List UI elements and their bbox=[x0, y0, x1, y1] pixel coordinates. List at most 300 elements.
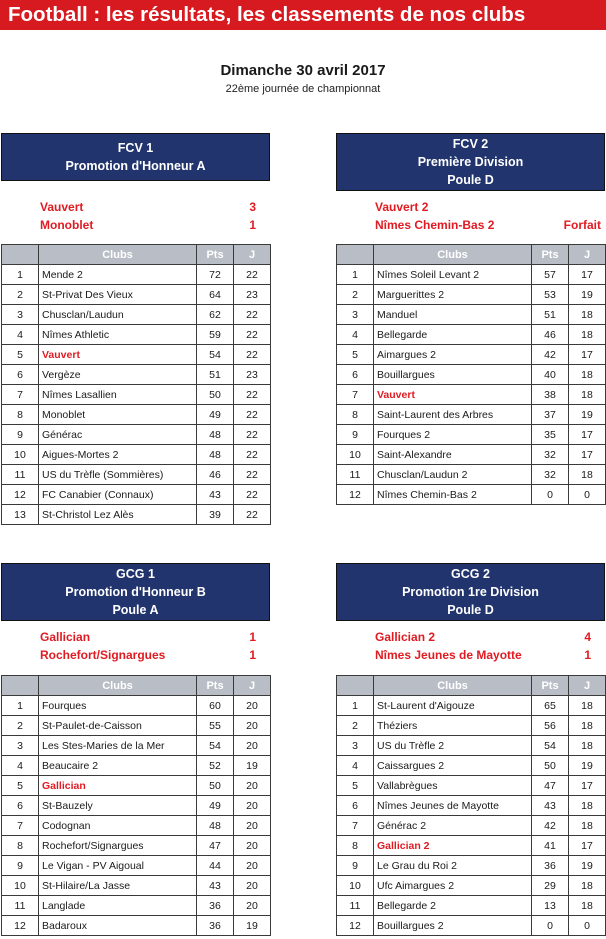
cell-pts: 13 bbox=[532, 896, 569, 916]
cell-rank: 3 bbox=[337, 736, 374, 756]
result-row bbox=[1, 647, 270, 664]
standings-table bbox=[336, 675, 606, 936]
cell-club: Vergèze bbox=[39, 365, 197, 385]
competition-title-line: Première Division bbox=[417, 155, 524, 169]
cell-j: 17 bbox=[569, 836, 606, 856]
cell-club: Bellegarde 2 bbox=[374, 896, 532, 916]
cell-rank: 8 bbox=[2, 836, 39, 856]
table-row bbox=[2, 305, 271, 325]
standings-header-row bbox=[2, 245, 271, 265]
cell-pts: 47 bbox=[532, 776, 569, 796]
table-row bbox=[337, 445, 606, 465]
cell-club: Bouillargues bbox=[374, 365, 532, 385]
column-header-pts: Pts bbox=[197, 676, 234, 696]
cell-j: 17 bbox=[569, 425, 606, 445]
cell-pts: 55 bbox=[197, 716, 234, 736]
cell-club: Aigues-Mortes 2 bbox=[39, 445, 197, 465]
competition-title-line: Promotion d'Honneur B bbox=[65, 585, 206, 599]
cell-j: 20 bbox=[234, 796, 271, 816]
column-header-rank bbox=[2, 245, 39, 265]
cell-rank: 4 bbox=[2, 325, 39, 345]
cell-pts: 56 bbox=[532, 716, 569, 736]
table-row bbox=[2, 325, 271, 345]
result-row bbox=[1, 629, 270, 646]
table-row bbox=[337, 405, 606, 425]
standings-header-row bbox=[337, 676, 606, 696]
cell-club: St-Bauzely bbox=[39, 796, 197, 816]
cell-j: 20 bbox=[234, 736, 271, 756]
cell-pts: 49 bbox=[197, 405, 234, 425]
cell-club: Monoblet bbox=[39, 405, 197, 425]
cell-rank: 1 bbox=[337, 265, 374, 285]
table-row bbox=[337, 305, 606, 325]
cell-club: St-Paulet-de-Caisson bbox=[39, 716, 197, 736]
cell-pts: 0 bbox=[532, 916, 569, 936]
cell-rank: 2 bbox=[337, 716, 374, 736]
result-row bbox=[336, 199, 605, 216]
table-row bbox=[2, 345, 271, 365]
table-row bbox=[337, 916, 606, 936]
cell-rank: 7 bbox=[337, 385, 374, 405]
cell-club: Langlade bbox=[39, 896, 197, 916]
cell-j: 22 bbox=[234, 345, 271, 365]
cell-pts: 50 bbox=[197, 776, 234, 796]
table-row bbox=[2, 776, 271, 796]
cell-pts: 38 bbox=[532, 385, 569, 405]
cell-j: 18 bbox=[569, 736, 606, 756]
table-row bbox=[337, 796, 606, 816]
cell-j: 19 bbox=[569, 856, 606, 876]
cell-club: St-Privat Des Vieux bbox=[39, 285, 197, 305]
table-row bbox=[2, 696, 271, 716]
cell-pts: 52 bbox=[197, 756, 234, 776]
cell-j: 18 bbox=[569, 896, 606, 916]
cell-club: Générac 2 bbox=[374, 816, 532, 836]
cell-rank: 9 bbox=[337, 856, 374, 876]
cell-club: US du Trèfle (Sommières) bbox=[39, 465, 197, 485]
cell-j: 20 bbox=[234, 816, 271, 836]
cell-pts: 36 bbox=[197, 896, 234, 916]
cell-club: Nîmes Jeunes de Mayotte bbox=[374, 796, 532, 816]
cell-club: Gallician 2 bbox=[374, 836, 532, 856]
table-row bbox=[2, 856, 271, 876]
cell-rank: 4 bbox=[337, 756, 374, 776]
competition-block bbox=[336, 133, 605, 191]
competition-title-line: Promotion 1re Division bbox=[402, 585, 539, 599]
cell-j: 20 bbox=[234, 856, 271, 876]
cell-rank: 9 bbox=[2, 425, 39, 445]
competition-title-line: Poule D bbox=[447, 603, 494, 617]
cell-rank: 8 bbox=[2, 405, 39, 425]
table-row bbox=[2, 365, 271, 385]
cell-rank: 5 bbox=[337, 776, 374, 796]
cell-j: 19 bbox=[569, 405, 606, 425]
cell-rank: 11 bbox=[337, 896, 374, 916]
competition-title-line: FCV 1 bbox=[117, 141, 154, 155]
column-header-pts: Pts bbox=[532, 245, 569, 265]
cell-club: Nîmes Lasallien bbox=[39, 385, 197, 405]
table-row bbox=[337, 856, 606, 876]
cell-club: Badaroux bbox=[39, 916, 197, 936]
cell-pts: 40 bbox=[532, 365, 569, 385]
cell-rank: 7 bbox=[337, 816, 374, 836]
competition-title-line: FCV 2 bbox=[452, 137, 489, 151]
cell-pts: 49 bbox=[197, 796, 234, 816]
cell-j: 18 bbox=[569, 796, 606, 816]
cell-club: Codognan bbox=[39, 816, 197, 836]
cell-rank: 3 bbox=[2, 736, 39, 756]
competition-header bbox=[336, 563, 605, 621]
column-header-clubs: Clubs bbox=[39, 245, 197, 265]
table-row bbox=[2, 465, 271, 485]
cell-j: 19 bbox=[569, 285, 606, 305]
standings-header-row bbox=[2, 676, 271, 696]
cell-pts: 60 bbox=[197, 696, 234, 716]
column-header-pts: Pts bbox=[532, 676, 569, 696]
cell-pts: 59 bbox=[197, 325, 234, 345]
cell-club: Fourques bbox=[39, 696, 197, 716]
cell-rank: 12 bbox=[2, 485, 39, 505]
cell-rank: 8 bbox=[337, 405, 374, 425]
result-row bbox=[336, 647, 605, 664]
cell-club: Saint-Alexandre bbox=[374, 445, 532, 465]
competition-title-line: Poule D bbox=[447, 173, 494, 187]
result-score: 1 bbox=[249, 218, 256, 232]
table-row bbox=[337, 836, 606, 856]
cell-rank: 7 bbox=[2, 816, 39, 836]
table-row bbox=[2, 485, 271, 505]
table-row bbox=[2, 916, 271, 936]
cell-j: 18 bbox=[569, 305, 606, 325]
cell-pts: 42 bbox=[532, 816, 569, 836]
table-row bbox=[337, 425, 606, 445]
cell-rank: 12 bbox=[2, 916, 39, 936]
table-row bbox=[2, 816, 271, 836]
cell-rank: 4 bbox=[2, 756, 39, 776]
cell-rank: 1 bbox=[337, 696, 374, 716]
result-team: Rochefort/Signargues bbox=[40, 648, 166, 662]
result-team: Gallician bbox=[40, 630, 91, 644]
table-row bbox=[337, 756, 606, 776]
cell-club: Marguerittes 2 bbox=[374, 285, 532, 305]
cell-club: Beaucaire 2 bbox=[39, 756, 197, 776]
cell-rank: 1 bbox=[2, 696, 39, 716]
table-row bbox=[337, 385, 606, 405]
cell-rank: 12 bbox=[337, 916, 374, 936]
table-row bbox=[2, 736, 271, 756]
cell-pts: 54 bbox=[197, 345, 234, 365]
table-row bbox=[337, 896, 606, 916]
cell-rank: 12 bbox=[337, 485, 374, 505]
column-header-j: J bbox=[234, 676, 271, 696]
cell-rank: 5 bbox=[2, 345, 39, 365]
competition-title-line: GCG 1 bbox=[116, 567, 155, 581]
result-score: 1 bbox=[249, 630, 256, 644]
cell-club: Fourques 2 bbox=[374, 425, 532, 445]
competition-block bbox=[336, 563, 605, 621]
cell-j: 22 bbox=[234, 405, 271, 425]
cell-j: 18 bbox=[569, 716, 606, 736]
result-score: 1 bbox=[584, 648, 591, 662]
competition-header bbox=[336, 133, 605, 191]
cell-j: 17 bbox=[569, 776, 606, 796]
cell-pts: 53 bbox=[532, 285, 569, 305]
cell-club: Vauvert bbox=[374, 385, 532, 405]
cell-pts: 0 bbox=[532, 485, 569, 505]
cell-pts: 72 bbox=[197, 265, 234, 285]
cell-pts: 32 bbox=[532, 445, 569, 465]
table-row bbox=[337, 345, 606, 365]
table-row bbox=[337, 285, 606, 305]
standings-table bbox=[1, 675, 271, 936]
cell-rank: 6 bbox=[337, 365, 374, 385]
column-header-clubs: Clubs bbox=[374, 676, 532, 696]
cell-j: 22 bbox=[234, 265, 271, 285]
table-row bbox=[2, 716, 271, 736]
cell-club: Nîmes Athletic bbox=[39, 325, 197, 345]
cell-j: 20 bbox=[234, 876, 271, 896]
cell-rank: 6 bbox=[2, 365, 39, 385]
cell-j: 20 bbox=[234, 696, 271, 716]
cell-club: Nîmes Chemin-Bas 2 bbox=[374, 485, 532, 505]
cell-club: Nîmes Soleil Levant 2 bbox=[374, 265, 532, 285]
table-row bbox=[337, 265, 606, 285]
cell-rank: 1 bbox=[2, 265, 39, 285]
column-header-rank bbox=[337, 676, 374, 696]
column-header-rank bbox=[2, 676, 39, 696]
cell-pts: 43 bbox=[197, 876, 234, 896]
cell-club: Le Vigan - PV Aigoual bbox=[39, 856, 197, 876]
cell-j: 0 bbox=[569, 485, 606, 505]
cell-pts: 43 bbox=[197, 485, 234, 505]
cell-rank: 6 bbox=[2, 796, 39, 816]
cell-pts: 48 bbox=[197, 445, 234, 465]
cell-j: 0 bbox=[569, 916, 606, 936]
cell-pts: 41 bbox=[532, 836, 569, 856]
table-row bbox=[2, 405, 271, 425]
cell-j: 22 bbox=[234, 425, 271, 445]
table-row bbox=[337, 736, 606, 756]
cell-j: 22 bbox=[234, 305, 271, 325]
cell-rank: 3 bbox=[337, 305, 374, 325]
cell-club: Ufc Aimargues 2 bbox=[374, 876, 532, 896]
cell-j: 18 bbox=[569, 465, 606, 485]
standings-header-row bbox=[337, 245, 606, 265]
result-score: 3 bbox=[249, 200, 256, 214]
cell-j: 17 bbox=[569, 445, 606, 465]
cell-j: 22 bbox=[234, 505, 271, 525]
cell-club: Vallabrègues bbox=[374, 776, 532, 796]
column-header-j: J bbox=[569, 245, 606, 265]
cell-j: 17 bbox=[569, 345, 606, 365]
cell-j: 23 bbox=[234, 365, 271, 385]
competition-block bbox=[1, 563, 270, 621]
cell-pts: 64 bbox=[197, 285, 234, 305]
table-row bbox=[2, 756, 271, 776]
cell-pts: 54 bbox=[532, 736, 569, 756]
cell-rank: 5 bbox=[337, 345, 374, 365]
cell-pts: 29 bbox=[532, 876, 569, 896]
table-row bbox=[2, 445, 271, 465]
cell-pts: 35 bbox=[532, 425, 569, 445]
cell-pts: 51 bbox=[532, 305, 569, 325]
cell-rank: 2 bbox=[2, 285, 39, 305]
cell-j: 18 bbox=[569, 816, 606, 836]
cell-rank: 9 bbox=[2, 856, 39, 876]
cell-club: US du Trèfle 2 bbox=[374, 736, 532, 756]
cell-pts: 50 bbox=[532, 756, 569, 776]
table-row bbox=[337, 325, 606, 345]
page-banner: Football : les résultats, les classements de nos clubs bbox=[0, 0, 606, 30]
table-row bbox=[2, 836, 271, 856]
table-row bbox=[2, 385, 271, 405]
match-date: Dimanche 30 avril 2017 bbox=[220, 62, 386, 79]
cell-club: Vauvert bbox=[39, 345, 197, 365]
table-row bbox=[337, 485, 606, 505]
cell-pts: 37 bbox=[532, 405, 569, 425]
result-row bbox=[336, 217, 605, 234]
result-row bbox=[1, 199, 270, 216]
cell-pts: 46 bbox=[197, 465, 234, 485]
table-row bbox=[2, 505, 271, 525]
table-row bbox=[337, 876, 606, 896]
standings-table bbox=[336, 244, 606, 505]
cell-pts: 48 bbox=[197, 425, 234, 445]
cell-rank: 7 bbox=[2, 385, 39, 405]
result-team: Vauvert 2 bbox=[375, 200, 429, 214]
cell-club: Les Stes-Maries de la Mer bbox=[39, 736, 197, 756]
cell-j: 20 bbox=[234, 896, 271, 916]
standings-table bbox=[1, 244, 271, 525]
result-team: Gallician 2 bbox=[375, 630, 436, 644]
cell-pts: 36 bbox=[532, 856, 569, 876]
table-row bbox=[337, 716, 606, 736]
cell-pts: 44 bbox=[197, 856, 234, 876]
table-row bbox=[337, 365, 606, 385]
cell-rank: 11 bbox=[2, 896, 39, 916]
table-row bbox=[2, 796, 271, 816]
cell-club: Chusclan/Laudun 2 bbox=[374, 465, 532, 485]
cell-club: Générac bbox=[39, 425, 197, 445]
result-row bbox=[336, 629, 605, 646]
cell-rank: 2 bbox=[2, 716, 39, 736]
cell-club: St-Hilaire/La Jasse bbox=[39, 876, 197, 896]
table-row bbox=[337, 696, 606, 716]
matchday-label: 22ème journée de championnat bbox=[225, 83, 381, 95]
table-row bbox=[337, 465, 606, 485]
competition-header bbox=[1, 133, 270, 181]
column-header-clubs: Clubs bbox=[374, 245, 532, 265]
cell-rank: 2 bbox=[337, 285, 374, 305]
cell-rank: 10 bbox=[2, 445, 39, 465]
cell-club: Aimargues 2 bbox=[374, 345, 532, 365]
cell-pts: 39 bbox=[197, 505, 234, 525]
cell-j: 20 bbox=[234, 776, 271, 796]
cell-pts: 50 bbox=[197, 385, 234, 405]
cell-pts: 47 bbox=[197, 836, 234, 856]
column-header-clubs: Clubs bbox=[39, 676, 197, 696]
competition-header bbox=[1, 563, 270, 621]
cell-rank: 10 bbox=[2, 876, 39, 896]
cell-j: 20 bbox=[234, 836, 271, 856]
cell-club: Mende 2 bbox=[39, 265, 197, 285]
cell-pts: 57 bbox=[532, 265, 569, 285]
cell-rank: 13 bbox=[2, 505, 39, 525]
competition-title-line: GCG 2 bbox=[451, 567, 490, 581]
column-header-pts: Pts bbox=[197, 245, 234, 265]
table-row bbox=[2, 876, 271, 896]
cell-club: St-Christol Lez Alès bbox=[39, 505, 197, 525]
cell-pts: 46 bbox=[532, 325, 569, 345]
cell-j: 22 bbox=[234, 445, 271, 465]
table-row bbox=[2, 265, 271, 285]
cell-rank: 6 bbox=[337, 796, 374, 816]
cell-j: 19 bbox=[569, 756, 606, 776]
cell-j: 22 bbox=[234, 385, 271, 405]
table-row bbox=[337, 816, 606, 836]
cell-rank: 8 bbox=[337, 836, 374, 856]
cell-club: FC Canabier (Connaux) bbox=[39, 485, 197, 505]
result-score: Forfait bbox=[563, 218, 601, 232]
cell-j: 18 bbox=[569, 385, 606, 405]
cell-pts: 43 bbox=[532, 796, 569, 816]
cell-rank: 10 bbox=[337, 876, 374, 896]
competition-title-line: Promotion d'Honneur A bbox=[65, 159, 206, 173]
cell-pts: 48 bbox=[197, 816, 234, 836]
cell-j: 18 bbox=[569, 696, 606, 716]
cell-club: Bellegarde bbox=[374, 325, 532, 345]
result-team: Monoblet bbox=[40, 218, 94, 232]
cell-club: Chusclan/Laudun bbox=[39, 305, 197, 325]
cell-rank: 3 bbox=[2, 305, 39, 325]
result-team: Nîmes Chemin-Bas 2 bbox=[375, 218, 495, 232]
cell-j: 22 bbox=[234, 465, 271, 485]
cell-club: Théziers bbox=[374, 716, 532, 736]
cell-club: St-Laurent d'Aigouze bbox=[374, 696, 532, 716]
cell-pts: 51 bbox=[197, 365, 234, 385]
cell-pts: 32 bbox=[532, 465, 569, 485]
cell-j: 20 bbox=[234, 716, 271, 736]
cell-club: Caissargues 2 bbox=[374, 756, 532, 776]
result-team: Vauvert bbox=[40, 200, 84, 214]
cell-j: 19 bbox=[234, 916, 271, 936]
cell-pts: 62 bbox=[197, 305, 234, 325]
cell-rank: 5 bbox=[2, 776, 39, 796]
column-header-rank bbox=[337, 245, 374, 265]
cell-club: Rochefort/Signargues bbox=[39, 836, 197, 856]
cell-j: 18 bbox=[569, 365, 606, 385]
column-header-j: J bbox=[569, 676, 606, 696]
cell-pts: 65 bbox=[532, 696, 569, 716]
competition-block bbox=[1, 133, 270, 181]
cell-pts: 36 bbox=[197, 916, 234, 936]
result-row bbox=[1, 217, 270, 234]
cell-rank: 11 bbox=[2, 465, 39, 485]
cell-club: Manduel bbox=[374, 305, 532, 325]
cell-rank: 11 bbox=[337, 465, 374, 485]
cell-club: Le Grau du Roi 2 bbox=[374, 856, 532, 876]
cell-j: 19 bbox=[234, 756, 271, 776]
result-score: 1 bbox=[249, 648, 256, 662]
cell-pts: 42 bbox=[532, 345, 569, 365]
cell-club: Saint-Laurent des Arbres bbox=[374, 405, 532, 425]
cell-pts: 54 bbox=[197, 736, 234, 756]
result-team: Nîmes Jeunes de Mayotte bbox=[375, 648, 522, 662]
table-row bbox=[2, 896, 271, 916]
cell-j: 17 bbox=[569, 265, 606, 285]
cell-rank: 10 bbox=[337, 445, 374, 465]
cell-j: 22 bbox=[234, 485, 271, 505]
